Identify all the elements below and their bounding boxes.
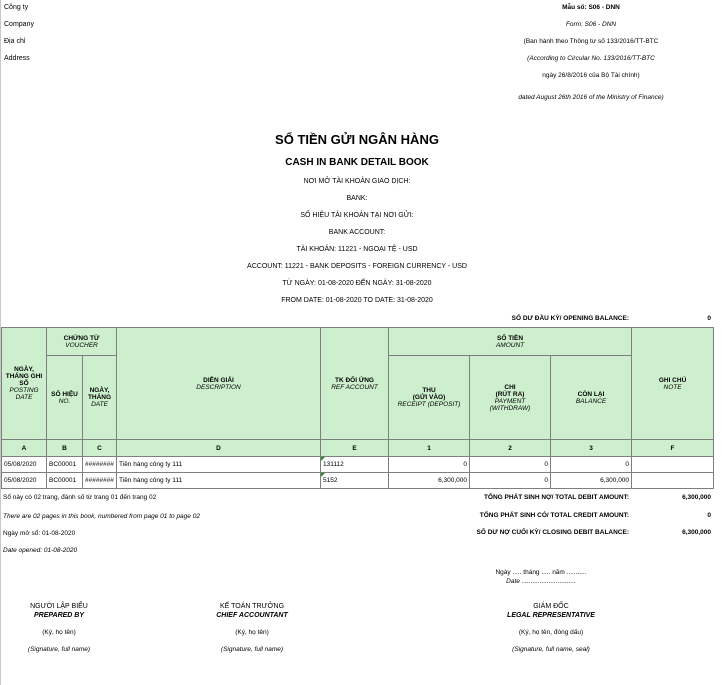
row-voucher-no: BC00001 xyxy=(47,457,83,473)
chief-sign-vn: (Ký, họ tên) xyxy=(235,629,269,636)
closing-balance-value: 6,300,000 xyxy=(682,529,711,536)
table-row xyxy=(2,473,714,489)
table-row xyxy=(2,457,714,473)
column-letter: F xyxy=(632,440,714,457)
header-note: GHI CHÚ NOTE xyxy=(632,328,714,440)
date-range-en: FROM DATE: 01-08-2020 TO DATE: 31-08-2020 xyxy=(281,297,433,304)
column-letter: D xyxy=(117,440,321,457)
header-voucher-date: NGÀY, THÁNG DATE xyxy=(83,356,117,440)
chief-sign-en: (Signature, full name) xyxy=(220,646,284,653)
prepared-by-vn: NGƯỜI LẬP BIỂU xyxy=(30,603,88,610)
column-letter: C xyxy=(83,440,117,457)
closing-balance-label: SỐ DƯ NỢ CUỐI KỲ/ CLOSING DEBIT BALANCE: xyxy=(476,529,629,536)
header-voucher-no: SỐ HIỆU NO. xyxy=(47,356,83,440)
date-opened-en: Date opened: 01-08-2020 xyxy=(3,547,78,554)
date-range-vn: TỪ NGÀY: 01-08-2020 ĐẾN NGÀY: 31-08-2020 xyxy=(282,280,432,287)
header-description: DIỄN GIẢI DESCRIPTION xyxy=(117,328,321,440)
account-vn: TÀI KHOẢN: 11221 - NGOẠI TỆ - USD xyxy=(296,246,418,253)
circular-date-vn: ngày 26/8/2016 của Bộ Tài chính) xyxy=(542,72,640,79)
signing-date-en: Date .............................. xyxy=(506,578,576,585)
prepared-sign-en: (Signature, full name) xyxy=(27,646,91,653)
column-letter: 1 xyxy=(389,440,470,457)
column-letter: E xyxy=(321,440,389,457)
company-label: Công ty xyxy=(4,4,29,11)
opening-balance-value: 0 xyxy=(707,315,711,322)
row-voucher-date: ######## xyxy=(83,473,117,489)
bank-label: BANK: xyxy=(346,195,368,202)
row-payment: 0 xyxy=(470,473,551,489)
prepared-sign-vn: (Ký, họ tên) xyxy=(42,629,76,636)
header-balance: CÒN LẠI BALANCE xyxy=(551,356,632,440)
header-ref-account: TK ĐỐI ỨNG REF ACCOUNT xyxy=(321,328,389,440)
column-letter: B xyxy=(47,440,83,457)
row-ref-account: 131112 xyxy=(321,457,389,473)
date-opened-vn: Ngày mở sổ: 01-08-2020 xyxy=(3,530,76,537)
ledger-table xyxy=(1,327,714,489)
row-description: Tiền hàng công ty 111 xyxy=(117,457,321,473)
total-credit-label: TỔNG PHÁT SINH CÓ/ TOTAL CREDIT AMOUNT: xyxy=(479,512,629,519)
row-date: 05/08/2020 xyxy=(2,473,47,489)
row-balance: 0 xyxy=(551,457,632,473)
company-label-en: Company xyxy=(4,21,34,28)
circular-en: (According to Circular No. 133/2016/TT-BTC xyxy=(527,55,655,62)
row-receipt: 0 xyxy=(389,457,470,473)
header-receipt: THU (GỬI VÀO) RECEIPT (DEPOSIT) xyxy=(389,356,470,440)
total-debit-value: 6,300,000 xyxy=(682,494,711,501)
form-number: Mẫu số: S06 - DNN xyxy=(562,4,620,11)
address-label-en: Address xyxy=(4,55,30,62)
legal-sign-en: (Signature, full name, seal) xyxy=(512,646,590,653)
row-balance: 6,300,000 xyxy=(551,473,632,489)
legal-rep-vn: GIÁM ĐỐC xyxy=(533,603,569,610)
page-title-en: CASH IN BANK DETAIL BOOK xyxy=(285,157,429,168)
header-voucher: CHỨNG TỪ VOUCHER xyxy=(47,328,117,356)
column-letter: 2 xyxy=(470,440,551,457)
row-ref-account: 5152 xyxy=(321,473,389,489)
opening-balance-label: SỐ DƯ ĐẦU KỲ/ OPENING BALANCE: xyxy=(511,315,629,322)
header-posting-date: NGÀY, THÁNG GHI SỔ POSTING DATE xyxy=(2,328,47,440)
header-payment: CHI (RÚT RA) PAYMENT (WITHDRAW) xyxy=(470,356,551,440)
circular-date-en: dated August 26th 2016 of the Ministry of Finance) xyxy=(518,94,664,101)
legal-sign-vn: (Ký, họ tên, đóng dấu) xyxy=(518,629,584,636)
row-note xyxy=(632,457,714,473)
bank-account-label: BANK ACCOUNT: xyxy=(328,229,386,236)
address-label: Địa chỉ xyxy=(4,38,26,45)
row-date: 05/08/2020 xyxy=(2,457,47,473)
row-voucher-date: ######## xyxy=(83,457,117,473)
total-debit-label: TỔNG PHÁT SINH NỢ/ TOTAL DEBIT AMOUNT: xyxy=(483,494,629,501)
chief-accountant-vn: KẾ TOÁN TRƯỞNG xyxy=(219,603,285,610)
chief-accountant-en: CHIEF ACCOUNTANT xyxy=(216,612,288,619)
page-title: SỔ TIỀN GỬI NGÂN HÀNG xyxy=(275,132,439,147)
row-note xyxy=(632,473,714,489)
column-letter: 3 xyxy=(551,440,632,457)
row-description: Tiền hàng công ty 111 xyxy=(117,473,321,489)
account-number-label: SỐ HIỆU TÀI KHOẢN TẠI NƠI GỬI: xyxy=(300,212,414,219)
row-voucher-no: BC00001 xyxy=(47,473,83,489)
pages-note-vn: Sổ này có 02 trang, đánh số từ trang 01 đến trang 02 xyxy=(3,494,157,501)
form-number-en: Form: S06 - DNN xyxy=(565,21,617,28)
signing-date-vn: Ngày ..... tháng ..... năm ........... xyxy=(495,569,587,576)
legal-rep-en: LEGAL REPRESENTATIVE xyxy=(507,612,595,619)
row-payment: 0 xyxy=(470,457,551,473)
prepared-by-en: PREPARED BY xyxy=(33,612,85,619)
circular-vn: (Ban hành theo Thông tư số 133/2016/TT-BTC xyxy=(523,38,659,45)
column-letter: A xyxy=(2,440,47,457)
pages-note-en: There are 02 pages in this book, numbered from page 01 to page 02 xyxy=(3,513,200,520)
row-receipt: 6,300,000 xyxy=(389,473,470,489)
bank-open-label: NƠI MỞ TÀI KHOẢN GIAO DỊCH: xyxy=(303,178,411,185)
column-letters-row xyxy=(2,440,714,457)
total-credit-value: 0 xyxy=(707,512,711,519)
account-en: ACCOUNT: 11221 - BANK DEPOSITS - FOREIGN CURRENCY - USD xyxy=(247,263,467,270)
header-amount: SỐ TIỀN AMOUNT xyxy=(389,328,632,356)
